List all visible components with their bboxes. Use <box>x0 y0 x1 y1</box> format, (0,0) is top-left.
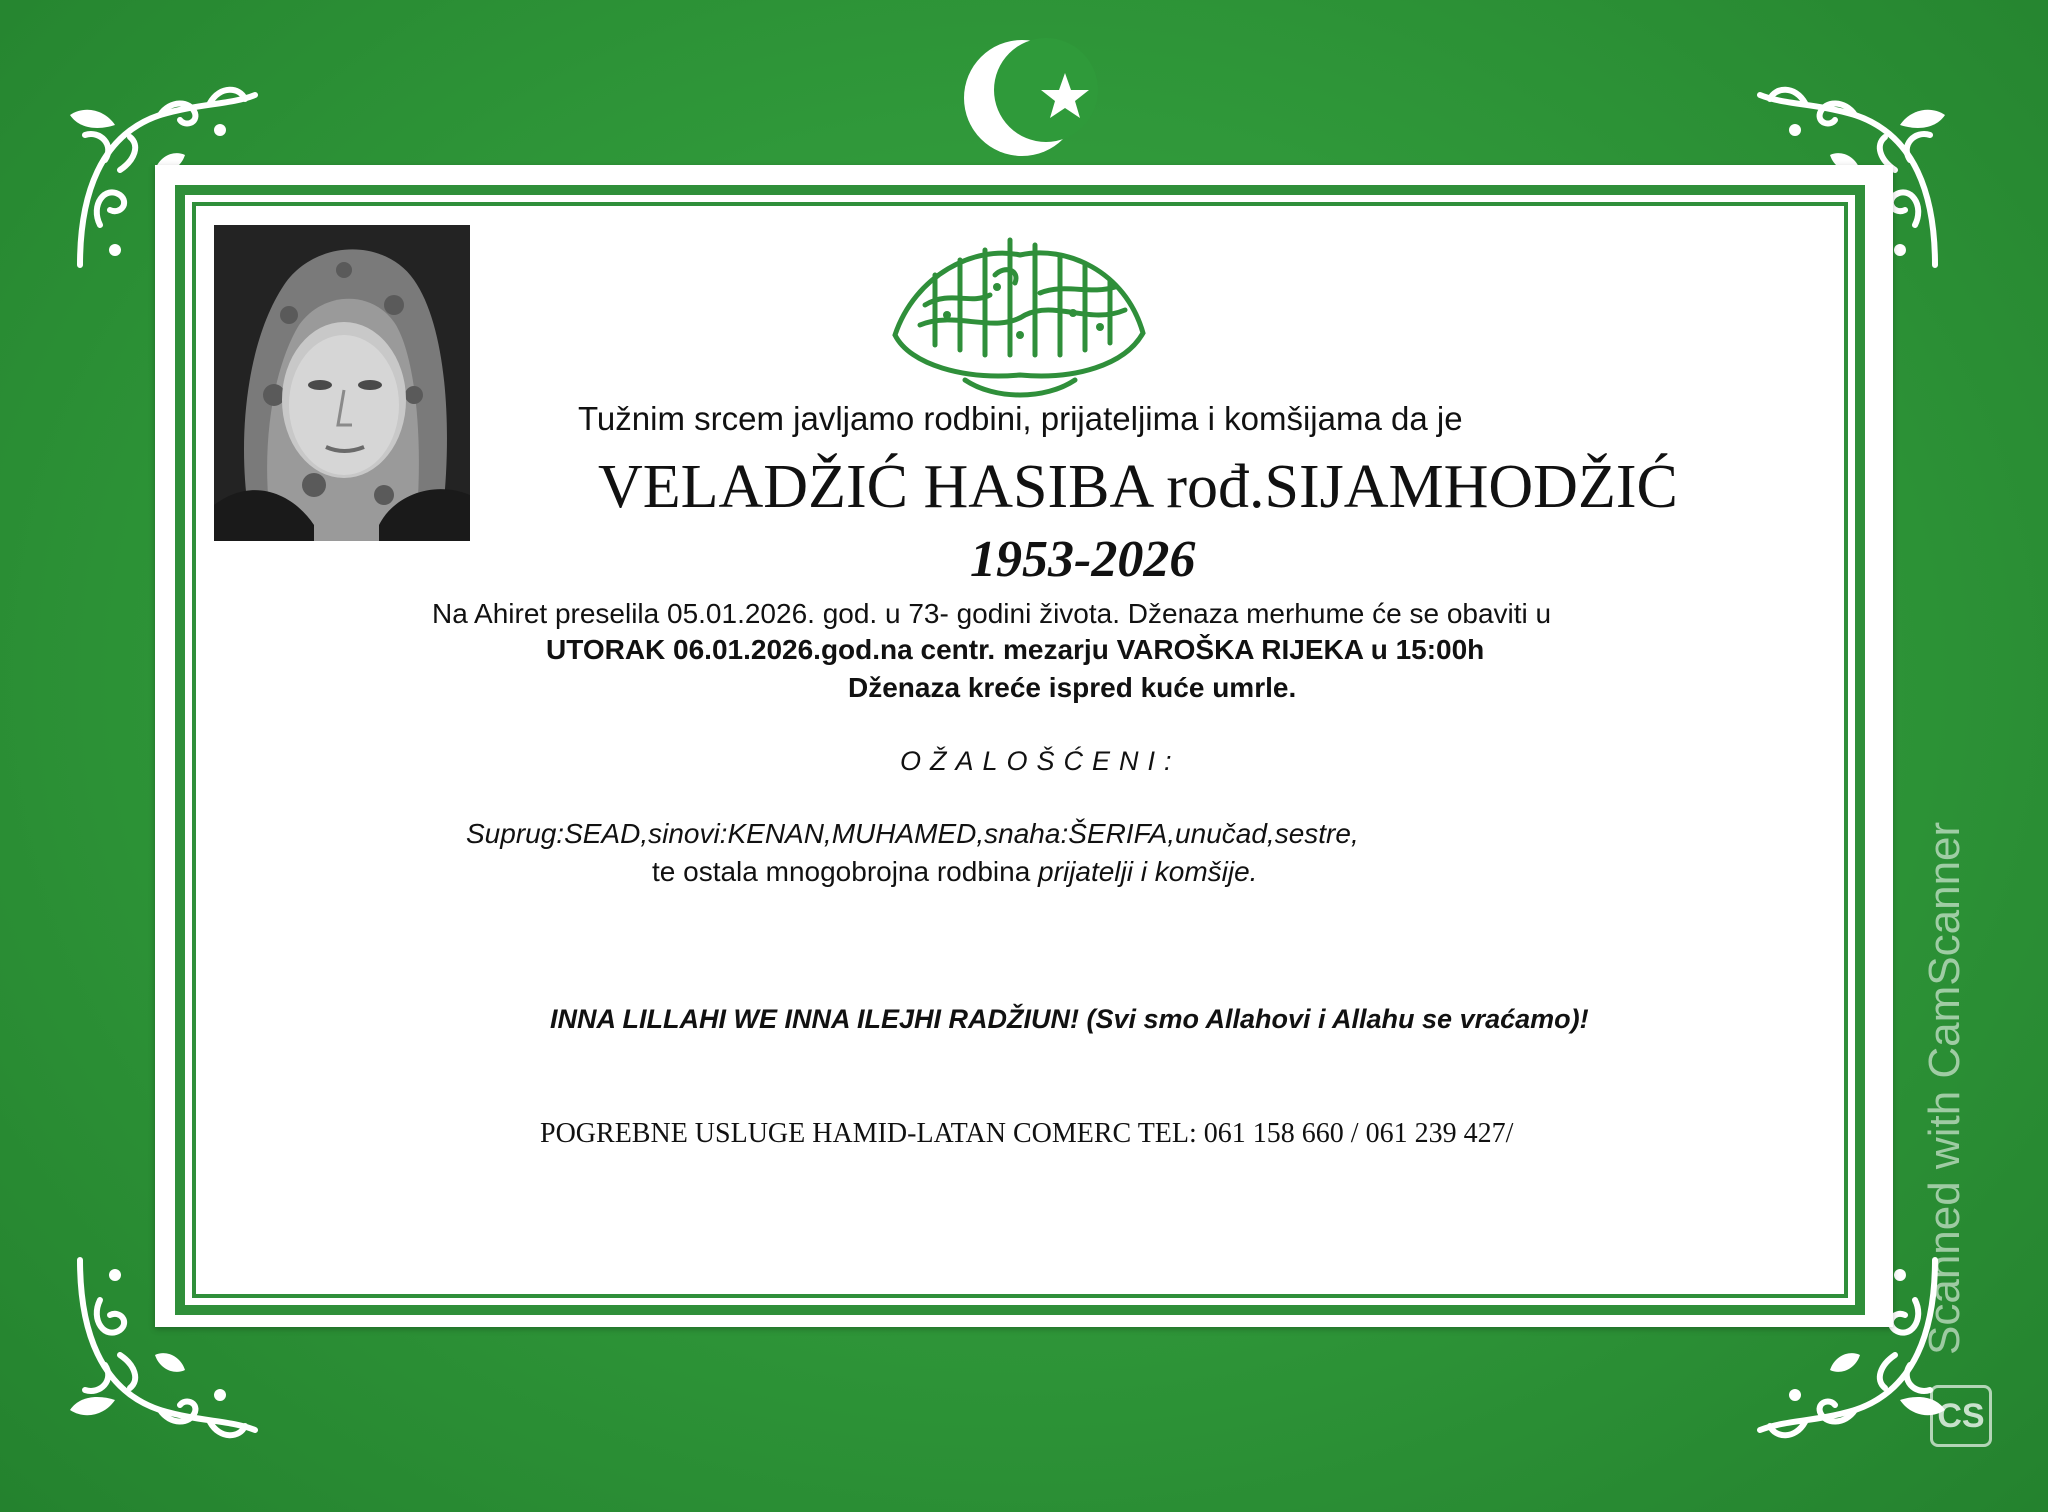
intro-text: Tužnim srcem javljamo rodbini, prijateljima i komšijama da je <box>578 400 1463 437</box>
family-list: Suprug:SEAD,sinovi:KENAN,MUHAMED,snaha:ŠERIFA,unučad,sestre, <box>466 818 1359 849</box>
mourners-heading: OŽALOŠĆENI: <box>900 746 1181 776</box>
life-years: 1953-2026 <box>970 531 1196 588</box>
family-list-italic: prijatelji i komšije. <box>1038 856 1258 887</box>
prayer-text: INNA LILLAHI WE INNA ILEJHI RADŽIUN! (Svi smo Allahovi i Allahu se vraćamo)! <box>550 1004 1589 1034</box>
camscanner-logo-icon: CS <box>1930 1385 1992 1447</box>
passing-details: Na Ahiret preselila 05.01.2026. god. u 73- godini života. Dženaza merhume će se obaviti u <box>432 598 1552 629</box>
arabic-calligraphy-icon <box>875 215 1160 405</box>
crescent-star-icon <box>960 28 1100 168</box>
family-list-plain: te ostala mnogobrojna rodbina <box>652 856 1039 887</box>
procession-info: Dženaza kreće ispred kuće umrle. <box>848 672 1297 703</box>
camscanner-watermark: Scanned with CamScanner <box>1920 821 1969 1355</box>
deceased-name: VELADŽIĆ HASIBA rođ.SIJAMHODŽIĆ <box>598 453 1678 521</box>
family-list-continued <box>652 856 1257 888</box>
funeral-service-contact: POGREBNE USLUGE HAMID-LATAN COMERC TEL: 061 158 660 / 061 239 427/ <box>540 1118 1514 1149</box>
portrait-photo <box>214 225 470 541</box>
funeral-date-location: UTORAK 06.01.2026.god.na centr. mezarju VAROŠKA RIJEKA u 15:00h <box>546 634 1485 665</box>
